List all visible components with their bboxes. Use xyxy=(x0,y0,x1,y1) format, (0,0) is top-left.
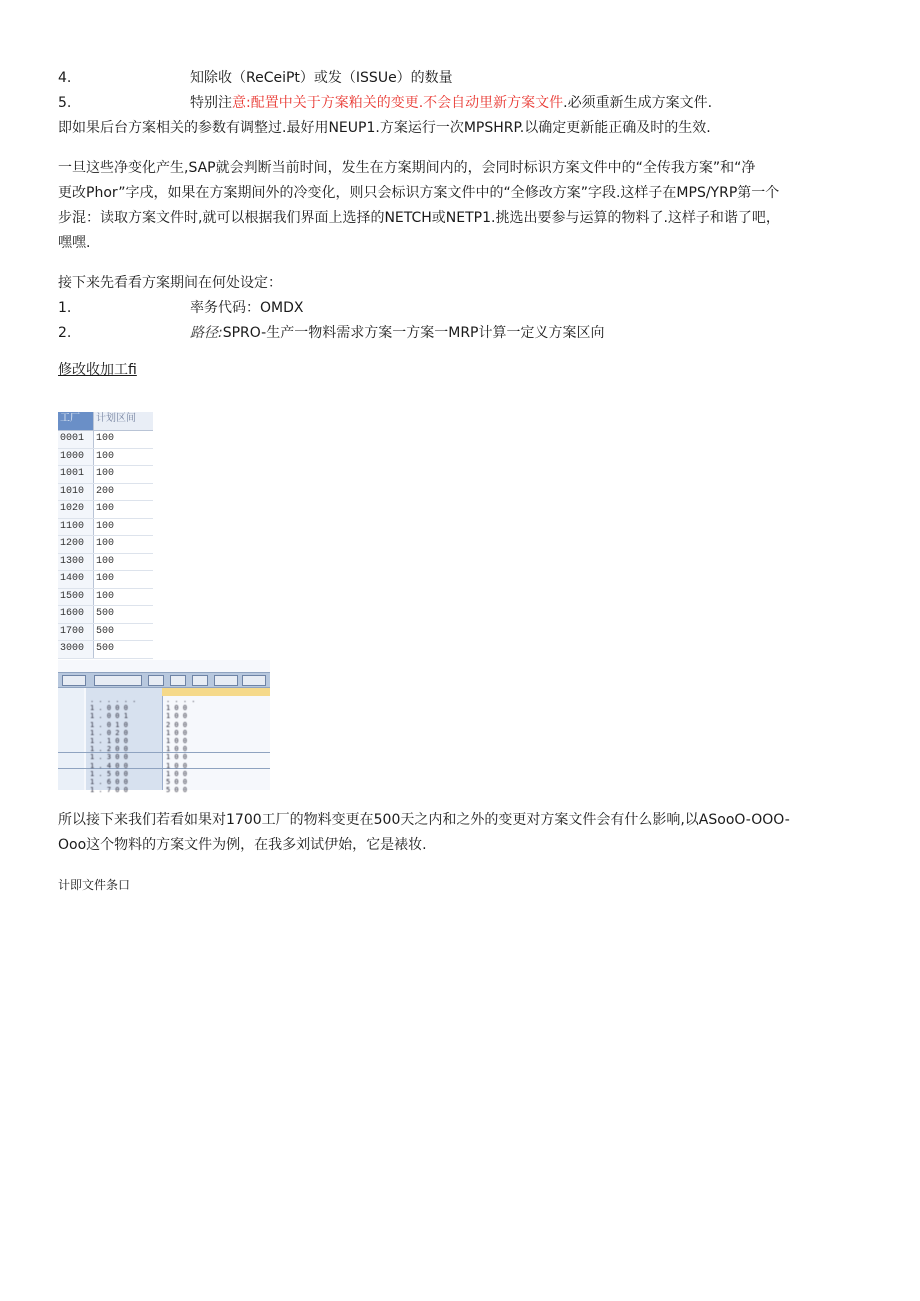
sap-screen-image: . . . . . . 1 . 0 0 0 1 . 0 0 1 1 . 0 1 0 1 . 0 2 0 1 . 1 0 0 1 . 2 0 0 1 . 3 0 0 1 . 4 0 0 1 . 5 0 0 1 . 6 0 0 1 . 7 0 0 . . . . 1 0 0 1 0 0 2 0 0 1 0 0 1 0 0 1 0 0 1 0 0 1 0 0 1 0 0 5 0 0 5 0 0 xyxy=(58,660,270,790)
list-number: 1. xyxy=(58,300,72,316)
paragraph-line: 步混：读取方案文件时,就可以根据我们界面上选择的NETCH或NETP1.挑选出要参与运算的物料了.这样子和谐了吧， xyxy=(58,210,780,226)
list-number: 5. xyxy=(58,95,72,111)
table-row xyxy=(58,484,153,502)
paragraph-line: 一旦这些净变化产生,SAP就会判断当前时间，发生在方案期间内的，会同时标识方案文件中的“全传我方案”和“净 xyxy=(58,160,756,176)
table-row xyxy=(58,624,153,642)
cell-interval: 100 xyxy=(96,538,115,549)
caption: 计即文件条口 xyxy=(58,878,131,892)
header-interval: 计划区间 xyxy=(96,414,136,425)
cell-plant: 1200 xyxy=(58,536,94,553)
cell-plant: 1010 xyxy=(58,484,94,501)
cell-interval: 500 xyxy=(96,643,115,654)
cell-interval: 500 xyxy=(96,608,115,619)
table-row xyxy=(58,449,153,467)
cell-plant: 1300 xyxy=(58,554,94,571)
cell-plant: 1700 xyxy=(58,624,94,641)
paragraph-line: 所以接下来我们若看如果对1700工厂的物料变更在500天之内和之外的变更对方案文件会有什么影响,以ASooO-OOO- xyxy=(58,812,790,828)
paragraph: 即如果后台方案相关的参数有调整过.最好用NEUP1.方案运行一次MPSHRP.以确定更新能正确及时的生效. xyxy=(58,120,711,136)
cell-interval: 100 xyxy=(96,520,115,532)
table-row xyxy=(58,501,153,519)
cell-plant: 1020 xyxy=(58,501,94,518)
plant-planning-table xyxy=(58,412,153,654)
cell-plant: 0001 xyxy=(58,431,94,448)
cell-plant: 1400 xyxy=(58,571,94,588)
cell-interval: 100 xyxy=(96,573,115,584)
toolbar xyxy=(58,672,270,688)
note-prefix: 特别注 xyxy=(190,95,232,111)
list-number: 4. xyxy=(58,70,72,86)
list-number: 2. xyxy=(58,325,72,341)
cell-plant: 1600 xyxy=(58,606,94,623)
section-link[interactable]: 修改收加工fi xyxy=(58,362,137,378)
paragraph-line: Ooo这个物料的方案文件为例，在我多刘试伊始，它是裱妆. xyxy=(58,837,427,853)
cell-interval: 100 xyxy=(96,503,115,514)
table-row xyxy=(58,519,153,537)
cell-plant: 1001 xyxy=(58,466,94,483)
table-header xyxy=(58,412,153,431)
path-value: SPRO-生产一物料需求方案一方案一MRP计算一定义方案区向 xyxy=(222,325,605,341)
path-label: 路径: xyxy=(190,325,223,341)
cell-interval: 100 xyxy=(96,433,115,444)
table-row xyxy=(58,589,153,607)
cell-plant: 1000 xyxy=(58,449,94,466)
list-item-text xyxy=(190,93,712,113)
header-plant: 工厂 xyxy=(58,412,94,430)
list-item-text xyxy=(190,323,604,343)
list-item-text: 知除收（ReCeiPt）或发（ISSUe）的数量 xyxy=(190,70,453,86)
cell-interval: 500 xyxy=(96,625,115,637)
cell-interval: 100 xyxy=(96,590,115,602)
paragraph-line: 嘿嘿. xyxy=(58,235,91,251)
cell-plant: 3000 xyxy=(58,641,94,658)
table-row xyxy=(58,431,153,449)
table-row xyxy=(58,606,153,624)
table-row xyxy=(58,554,153,572)
cell-interval: 100 xyxy=(96,468,115,479)
paragraph-line: 更改Phor”字戌，如果在方案期间外的冷变化，则只会标识方案文件中的“全修改方案”字段.这样子在MPS/YRP第一个 xyxy=(58,185,780,201)
cell-interval: 100 xyxy=(96,555,115,567)
note-suffix: .必须重新生成方案文件. xyxy=(563,95,713,111)
table-row xyxy=(58,466,153,484)
cell-interval: 100 xyxy=(96,450,115,462)
table-row xyxy=(58,641,153,659)
cell-plant: 1500 xyxy=(58,589,94,606)
table-row xyxy=(58,536,153,554)
note-highlight: 意:配置中关于方案粕关的变更.不会自动里新方案文件 xyxy=(232,95,564,111)
paragraph: 接下来先看看方案期间在何处设定： xyxy=(58,275,282,291)
table-row xyxy=(58,571,153,589)
cell-interval: 200 xyxy=(96,485,115,497)
cell-plant: 1100 xyxy=(58,519,94,536)
list-item-text: 率务代码：OMDX xyxy=(190,300,304,316)
